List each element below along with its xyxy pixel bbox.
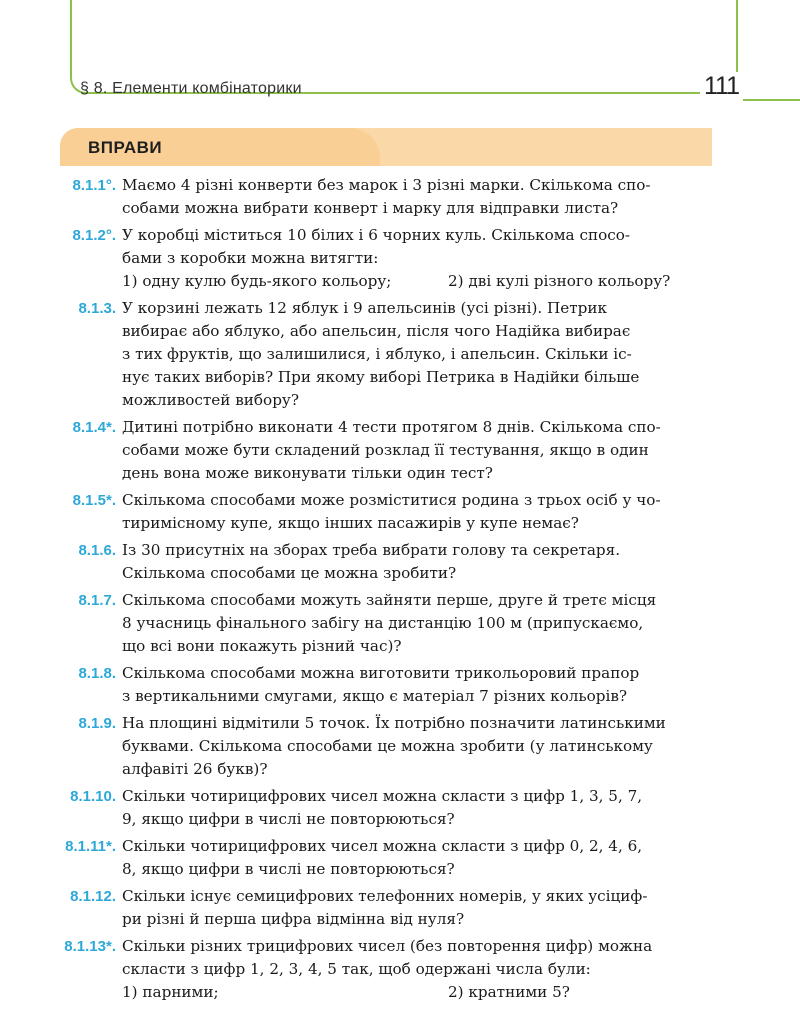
exercise-number: 8.1.9. bbox=[78, 715, 116, 732]
exercise-line: Із 30 присутніх на зборах треба вибрати голову та секретаря. bbox=[122, 541, 621, 559]
exercise-option: 1) парними; bbox=[122, 983, 219, 1001]
exercise-line: з вертикальними смугами, якщо є матеріал 7 різних кольорів? bbox=[122, 687, 628, 705]
exercise-line: собами може бути складений розклад її тестування, якщо в один bbox=[122, 441, 649, 459]
exercise-number: 8.1.8. bbox=[78, 665, 116, 682]
exercise-text bbox=[122, 174, 710, 220]
exercise-text bbox=[122, 712, 710, 781]
exercise-line: можливостей вибору? bbox=[122, 391, 299, 409]
exercise-item bbox=[60, 174, 710, 220]
exercise-number: 8.1.1°. bbox=[72, 177, 116, 194]
exercise-line: ри різні й перша цифра відмінна від нуля? bbox=[122, 910, 465, 928]
header-rule bbox=[738, 99, 800, 101]
exercise-item bbox=[60, 835, 710, 881]
exercise-line: вибирає або яблуко, або апельсин, після чого Надійка вибирає bbox=[122, 322, 631, 340]
exercise-option: 2) дві кулі різного кольору? bbox=[448, 272, 671, 290]
exercise-item bbox=[60, 935, 710, 1004]
exercise-number: 8.1.2°. bbox=[72, 227, 116, 244]
section-banner bbox=[60, 128, 712, 166]
exercise-number: 8.1.13*. bbox=[64, 938, 116, 955]
exercise-line: У корзині лежать 12 яблук і 9 апельсинів (усі різні). Петрик bbox=[122, 299, 608, 317]
exercise-line: бами з коробки можна витягти: bbox=[122, 249, 379, 267]
exercise-text bbox=[122, 589, 710, 658]
exercise-line: алфавіті 26 букв)? bbox=[122, 760, 268, 778]
exercise-line: що всі вони покажуть різний час)? bbox=[122, 637, 402, 655]
exercise-line: буквами. Скількома способами це можна зробити (у латинському bbox=[122, 737, 653, 755]
exercise-line: скласти з цифр 1, 2, 3, 4, 5 так, щоб одержані числа були: bbox=[122, 960, 591, 978]
exercise-list bbox=[60, 174, 710, 1008]
exercise-line: нує таких виборів? При якому виборі Петрика в Надійки більше bbox=[122, 368, 640, 386]
exercise-line: 8, якщо цифри в числі не повторюються? bbox=[122, 860, 455, 878]
exercise-item bbox=[60, 224, 710, 293]
exercise-text bbox=[122, 885, 710, 931]
exercise-option: 1) одну кулю будь-якого кольору; bbox=[122, 272, 392, 290]
exercise-item bbox=[60, 489, 710, 535]
exercise-line: собами можна вибрати конверт і марку для відправки листа? bbox=[122, 199, 619, 217]
exercise-line: Скільки існує семицифрових телефонних номерів, у яких усіциф- bbox=[122, 887, 648, 905]
exercise-line: Скількома способами можна виготовити трикольоровий прапор bbox=[122, 664, 640, 682]
exercise-number: 8.1.5*. bbox=[72, 492, 116, 509]
exercise-line: Маємо 4 різні конверти без марок і 3 різні марки. Скількома спо- bbox=[122, 176, 651, 194]
exercise-item bbox=[60, 885, 710, 931]
exercise-line: 8 учасниць фінального забігу на дистанцію 100 м (припускаємо, bbox=[122, 614, 644, 632]
exercise-line: Скільки чотирицифрових чисел можна скласти з цифр 0, 2, 4, 6, bbox=[122, 837, 643, 855]
exercise-number: 8.1.11*. bbox=[65, 838, 116, 855]
exercise-line: Скількома способами може розміститися родина з трьох осіб у чо- bbox=[122, 491, 661, 509]
exercise-options bbox=[122, 270, 710, 293]
exercise-item bbox=[60, 539, 710, 585]
exercise-number: 8.1.6. bbox=[78, 542, 116, 559]
section-title: ВПРАВИ bbox=[88, 138, 163, 157]
exercise-line: Скільки різних трицифрових чисел (без повторення цифр) можна bbox=[122, 937, 653, 955]
exercise-text bbox=[122, 224, 710, 293]
exercise-option: 2) кратними 5? bbox=[448, 983, 570, 1001]
exercise-line: У коробці міститься 10 білих і 6 чорних куль. Скількома спосо- bbox=[122, 226, 630, 244]
exercise-text bbox=[122, 297, 710, 412]
exercise-line: Скількома способами можуть зайняти перше, друге й третє місця bbox=[122, 591, 657, 609]
exercise-line: Скільки чотирицифрових чисел можна скласти з цифр 1, 3, 5, 7, bbox=[122, 787, 643, 805]
exercise-text bbox=[122, 489, 710, 535]
exercise-line: На площині відмітили 5 точок. Їх потрібно позначити латинськими bbox=[122, 714, 666, 732]
exercise-line: тиримісному купе, якщо інших пасажирів у купе немає? bbox=[122, 514, 579, 532]
exercise-text bbox=[122, 785, 710, 831]
exercise-line: 9, якщо цифри в числі не повторюються? bbox=[122, 810, 455, 828]
page-number: 111 bbox=[700, 72, 743, 101]
exercise-number: 8.1.10. bbox=[70, 788, 116, 805]
exercise-item bbox=[60, 416, 710, 485]
exercise-text bbox=[122, 835, 710, 881]
exercise-number: 8.1.7. bbox=[78, 592, 116, 609]
running-head: § 8. Елементи комбінаторики bbox=[80, 80, 302, 97]
exercise-number: 8.1.3. bbox=[78, 300, 116, 317]
exercise-text bbox=[122, 539, 710, 585]
exercise-item bbox=[60, 662, 710, 708]
exercise-number: 8.1.12. bbox=[70, 888, 116, 905]
exercise-item bbox=[60, 785, 710, 831]
exercise-item bbox=[60, 297, 710, 412]
exercise-item bbox=[60, 589, 710, 658]
exercise-line: Скількома способами це можна зробити? bbox=[122, 564, 457, 582]
exercise-options bbox=[122, 981, 710, 1004]
exercise-line: Дитині потрібно виконати 4 тести протягом 8 днів. Скількома спо- bbox=[122, 418, 661, 436]
exercise-text bbox=[122, 662, 710, 708]
exercise-line: з тих фруктів, що залишилися, і яблуко, і апельсин. Скільки іс- bbox=[122, 345, 632, 363]
exercise-text bbox=[122, 416, 710, 485]
exercise-item bbox=[60, 712, 710, 781]
exercise-line: день вона може виконувати тільки один тест? bbox=[122, 464, 493, 482]
exercise-number: 8.1.4*. bbox=[72, 419, 116, 436]
exercise-text bbox=[122, 935, 710, 1004]
